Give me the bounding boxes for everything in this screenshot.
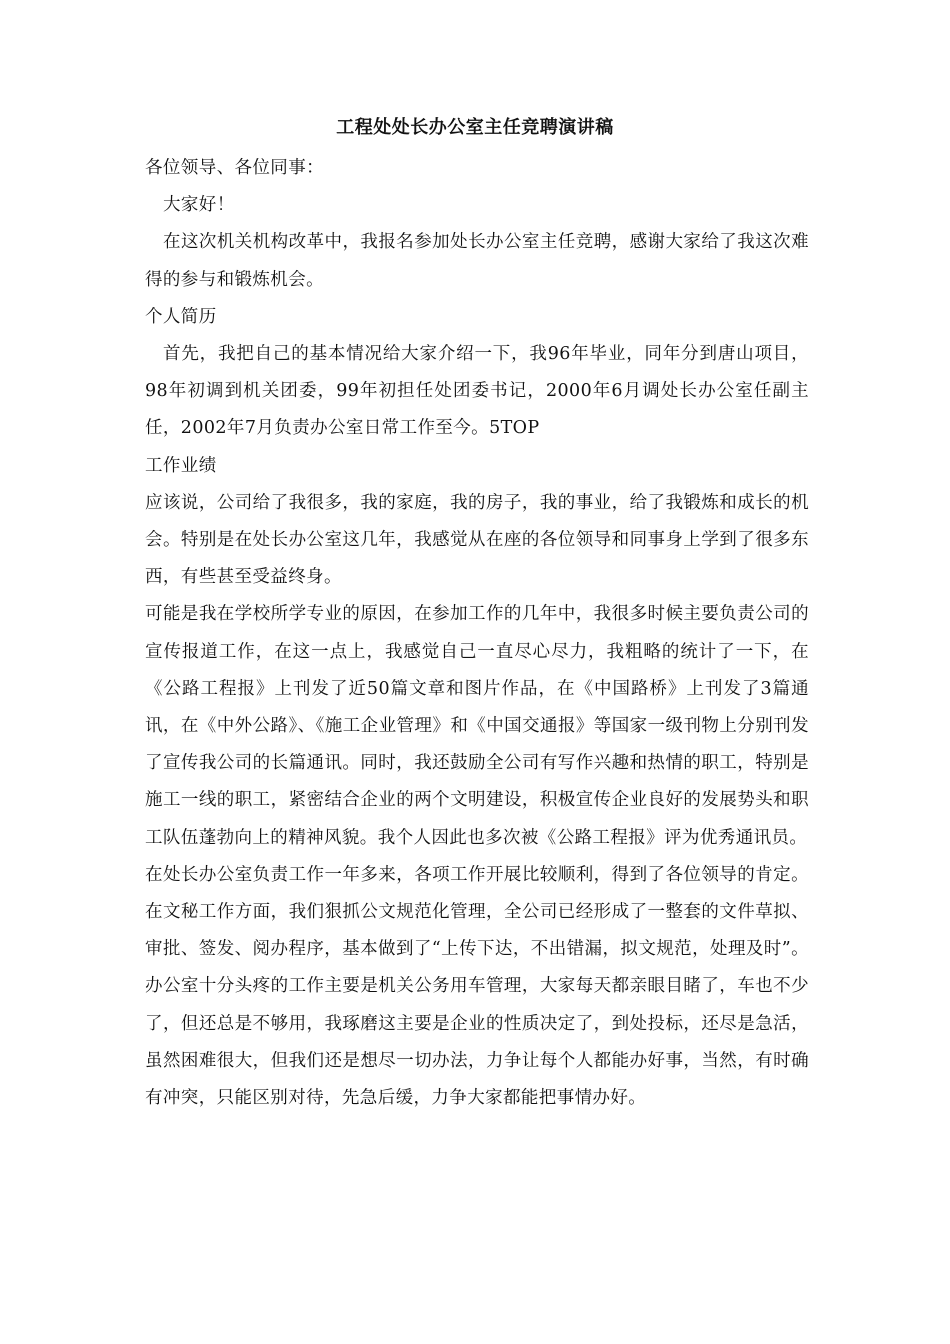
salutation: 各位领导、各位同事：: [145, 158, 324, 178]
intro-paragraph: 在这次机关机构改革中，我报名参加处长办公室主任竞聘，感谢大家给了我这次难得的参与和锻炼机会。: [145, 232, 809, 290]
document-title: 工程处处长办公室主任竞聘演讲稿: [336, 117, 614, 138]
section-heading-achievements: 工作业绩: [145, 455, 217, 476]
achievement-paragraph: 应该说，公司给了我很多，我的家庭，我的房子，我的事业，给了我锻炼和成长的机会。特别是在处长办公室这几年，我感觉从在座的各位领导和同事身上学到了很多东西，有些甚至受益终身。: [145, 492, 809, 588]
section-heading-resume: 个人简历: [145, 306, 217, 327]
greeting: 大家好！: [163, 195, 235, 216]
achievement-paragraph: 在处长办公室负责工作一年多来，各项工作开展比较顺利，得到了各位领导的肯定。在文秘工作方面，我们狠抓公文规范化管理，全公司已经形成了一整套的文件草拟、审批、签发、阅办程序，基本做到了“上传下达，不出错漏，拟文规范，处理及时”。办公室十分头疼的工作主要是机关公务用车管理，大家每天都亲眼目睹了，车也不少了，但还总是不够用，我琢磨这主要是企业的性质决定了，到处投标，还尽是急活，虽然困难很大，但我们还是想尽一切办法，力争让每个人都能办好事，当然，有时确有冲突，只能区别对待，先急后缓，力争大家都能把事情办好。: [145, 864, 809, 1109]
resume-paragraph: 首先，我把自己的基本情况给大家介绍一下，我96年毕业，同年分到唐山项目，98年初调到机关团委，99年初担任处团委书记，2000年6月调处长办公室任副主任，2002年7月负责办公室日常工作至今。5TOP: [145, 344, 809, 439]
achievement-paragraph: 可能是我在学校所学专业的原因，在参加工作的几年中，我很多时候主要负责公司的宣传报道工作，在这一点上，我感觉自己一直尽心尽力，我粗略的统计了一下，在《公路工程报》上刊发了近50篇文章和图片作品，在《中国路桥》上刊发了3篇通讯，在《中外公路》、《施工企业管理》和《中国交通报》等国家一级刊物上分别刊发了宣传我公司的长篇通讯。同时，我还鼓励全公司有写作兴趣和热情的职工，特别是施工一线的职工，紧密结合企业的两个文明建设，积极宣传企业良好的发展势头和职工队伍蓬勃向上的精神风貌。我个人因此也多次被《公路工程报》评为优秀通讯员。: [145, 604, 809, 848]
document-body: [145, 150, 809, 1117]
